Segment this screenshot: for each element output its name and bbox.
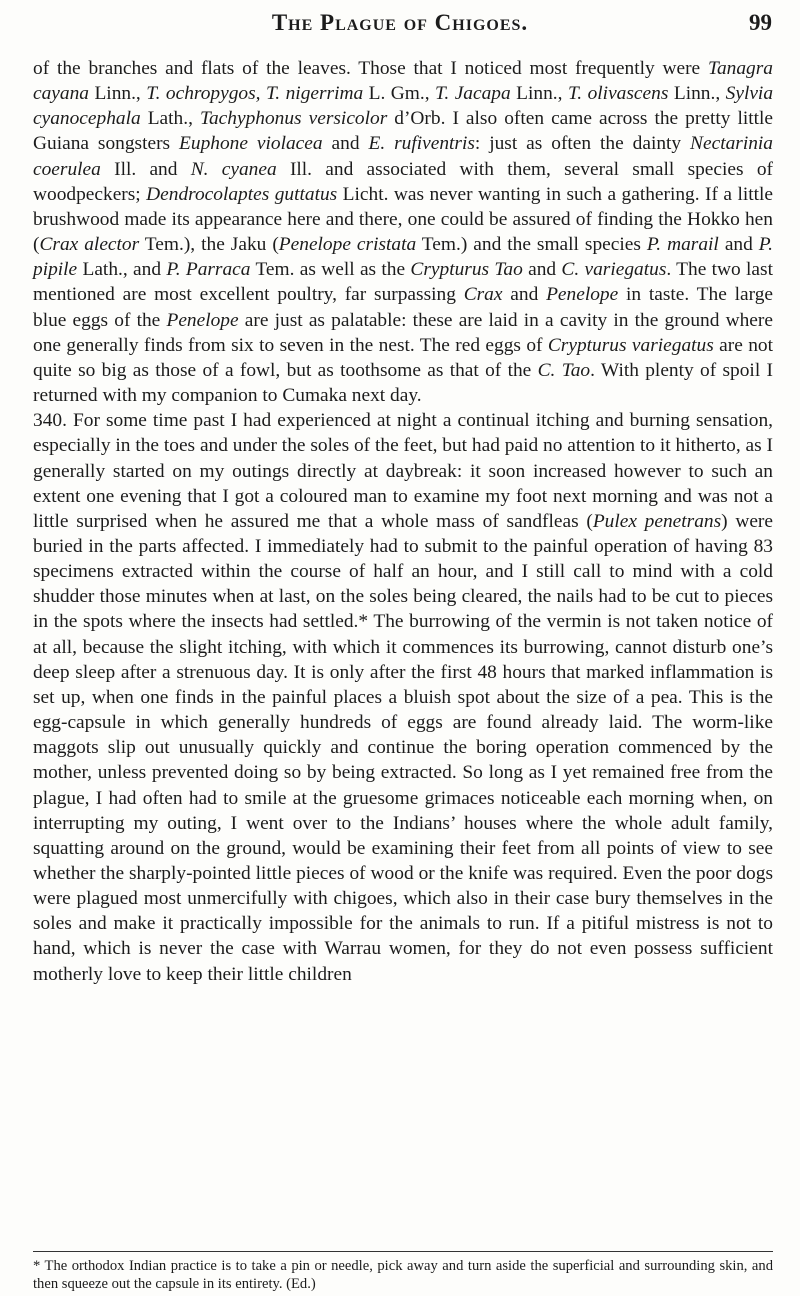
text-run: Linn., (668, 83, 726, 105)
italic-text: E. rufiventris (368, 133, 475, 155)
italic-text: Sylvia cyanocephala (33, 83, 774, 130)
text-run: Tem.), the Jaku ( (139, 234, 279, 256)
text-run: Tem. as well as the (250, 259, 411, 281)
italic-text: C. variegatus (561, 259, 667, 281)
paragraph-chigoes (33, 408, 773, 987)
text-run: and (322, 133, 369, 155)
text-run: . The two last mentioned are most excellent poultry, far surpassing (33, 259, 773, 306)
italic-text: P. pipile (33, 234, 773, 281)
text-run: and (522, 259, 562, 281)
italic-text: Penelope cristata (278, 234, 417, 256)
italic-text: Crypturus variegatus (547, 334, 714, 356)
text-run: ) were buried in the parts affected. I immediately had to submit to the painful operation of having 83 specimens extracted within the course of half an hour, and I still call to mind with a cold shudder those minutes when at last, on the soles being cleared, the nails had to be cut to pieces in the spots where the insects had settled.* The burrowing of the vermin is not taken notice of at all, because the slight itching, with which it commences its burrowing, cannot disturb one’s deep sleep after a strenuous day. It is only after the first 48 hours that marked inflammation is set up, when one finds in the painful places a bluish spot about the size of a pea. This is the egg-capsule in which generally hundreds of eggs are found already laid. The worm-like maggots slip out unusually quickly and continue the boring operation commenced by the mother, unless prevented doing so by being extracted. So long as I yet remained free from the plague, I had often had to smile at the gruesome grimaces noticeable each morning when, on interrupting my outing, I went over to the Indians’ houses where the whole adult family, squatting around on the ground, would be examining their feet from all points of view to see whether the sharply-pointed little pieces of wood or the knife was required. Even the poor dogs were plagued most unmercifully with chigoes, which also in their case bury themselves in the soles and make it practically impossible for the animals to run. If a pitiful mistress is not to hand, which is never the case with Warrau women, for they do not even possess sufficient motherly love to keep their little children (33, 510, 773, 985)
italic-text: Crax (463, 284, 503, 306)
italic-text: P. marail (646, 234, 719, 256)
footnote: * The orthodox Indian practice is to take a pin or needle, pick away and turn aside the superficial and surrounding skin, and then squeeze out the capsule in its entirety. (Ed.) (33, 1258, 773, 1292)
page-number: 99 (749, 10, 772, 35)
italic-text: Tanagra cayana (33, 58, 773, 105)
footnote-rule (33, 1251, 773, 1252)
text-run: are not quite so big as those of a fowl, but as toothsome as that of the (33, 334, 773, 381)
text-run: of the branches and flats of the leaves. Those that I noticed most frequently were (33, 58, 708, 79)
italic-text: Penelope (166, 309, 239, 331)
italic-text: C. Tao (537, 359, 591, 381)
italic-text: P. Parraca (166, 259, 251, 281)
text-run: : just as often the dainty (474, 133, 691, 155)
text-run: Lath., (140, 108, 200, 130)
text-run: Ill. and (100, 158, 191, 180)
italic-text: T. olivascens (567, 83, 669, 105)
text-run: L. Gm., (363, 83, 436, 105)
text-run: Licht. was never wanting in such a gathering. If a little brushwood made its appearance here and there, one could be assured of finding the Hokko hen ( (33, 183, 773, 256)
italic-text: Crypturus Tao (410, 259, 523, 281)
italic-text: N. cyanea (190, 158, 277, 180)
italic-text: T. ochropygos, T. nigerrima (146, 83, 364, 105)
text-run: are just as palatable: these are laid in a cavity in the ground where one generally finds from six to seven in the nest. The red eggs of (33, 309, 773, 356)
italic-text: Tachyphonus versicolor (199, 108, 388, 130)
text-run: Ill. and associated with them, several small species of woodpeckers; (33, 158, 773, 205)
text-run: Tem.) and the small species (416, 234, 647, 256)
italic-text: Dendrocolaptes guttatus (146, 183, 338, 205)
running-title: The Plague of Chigoes. (271, 10, 529, 35)
italic-text: Crax alector (39, 234, 140, 256)
text-run: Linn., (510, 83, 568, 105)
text-run: and (502, 284, 547, 306)
text-run: and (718, 234, 759, 256)
italic-text: Penelope (546, 284, 619, 306)
italic-text: T. Jacapa (435, 83, 511, 105)
italic-text: Nectarinia coerulea (33, 133, 773, 180)
text-run: 340. For some time past I had experienced at night a continual itching and burning sensation, especially in the toes and under the soles of the feet, but had paid no attention to it hitherto, as I generally started on my outings directly at daybreak: it soon increased however to such an extent one evening that I got a coloured man to examine my foot next morning and was not a little surprised when he assured me that a whole mass of sandfleas ( (33, 410, 773, 532)
text-run: d’Orb. I also often came across the pretty little Guiana songsters (33, 108, 773, 155)
text-run: in taste. The large blue eggs of the (33, 284, 773, 331)
text-run: Linn., (89, 83, 147, 105)
body-text (33, 56, 773, 987)
paragraph-birds (33, 56, 773, 408)
italic-text: Pulex penetrans (592, 510, 722, 532)
italic-text: Euphone violacea (179, 133, 323, 155)
text-run: . With plenty of spoil I returned with my companion to Cumaka next day. (33, 359, 773, 407)
text-run: Lath., and (77, 259, 167, 281)
running-head (0, 10, 800, 40)
